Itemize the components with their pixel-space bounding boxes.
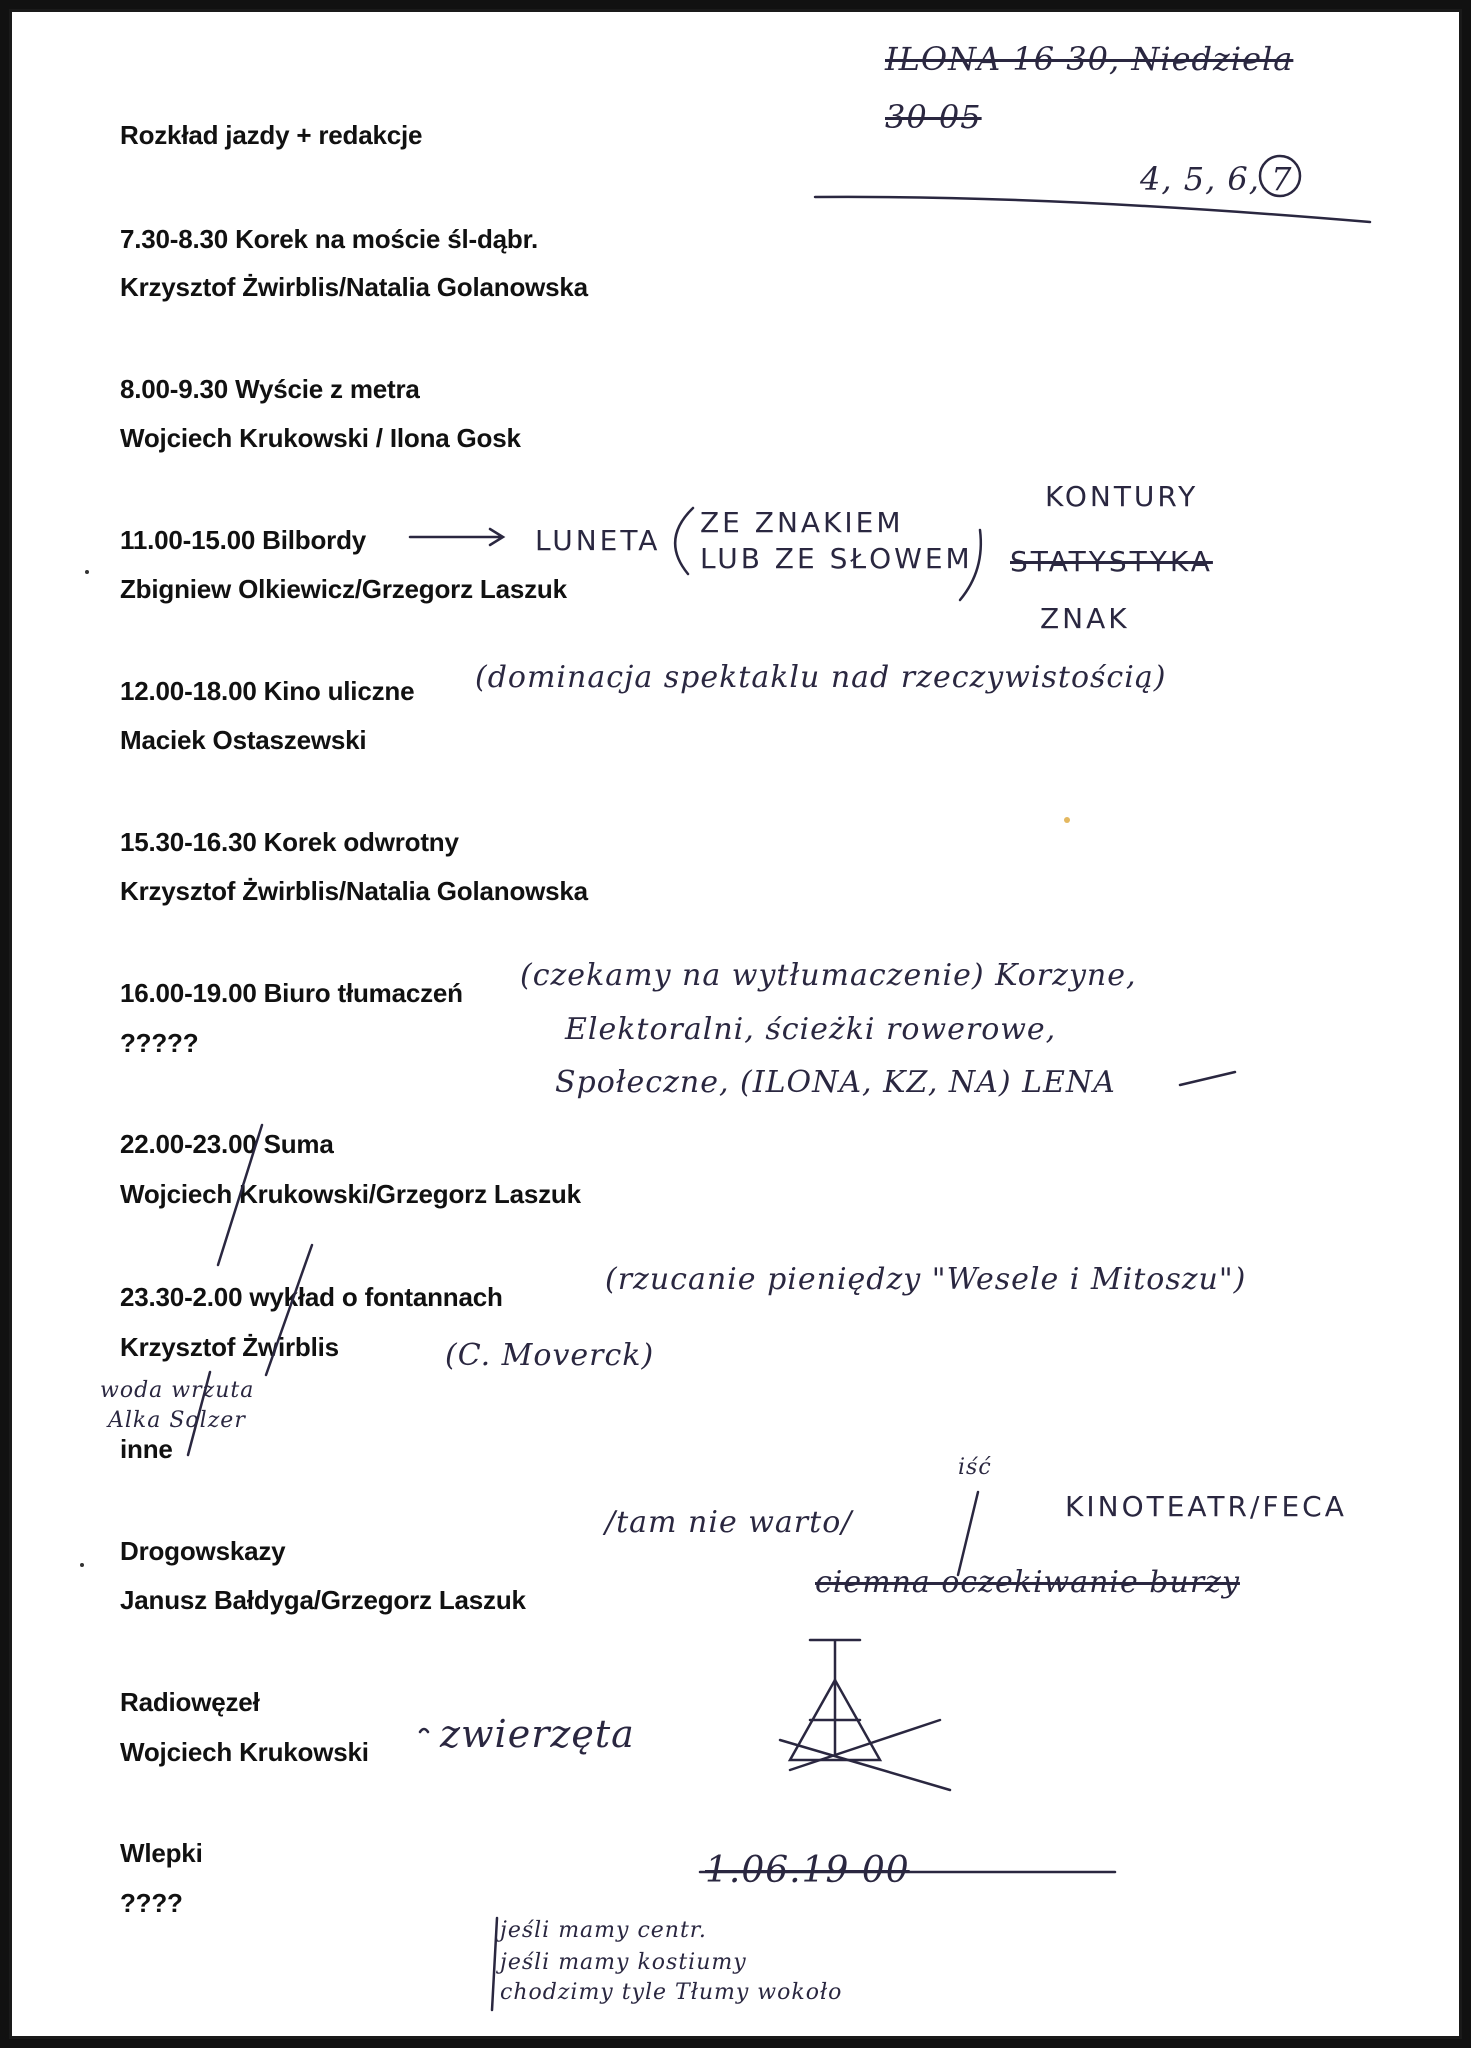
note-luneta: LUNETA xyxy=(535,524,661,557)
document-title: Rozkład jazdy + redakcje xyxy=(120,120,423,150)
note-kontury: KONTURY xyxy=(1045,480,1199,513)
note-bottom-line2: jeśli mamy kostiumy xyxy=(500,1950,747,1975)
note-fontanny-line2: (C. Moverck) xyxy=(445,1338,655,1373)
entry-4-title: 12.00-18.00 Kino uliczne xyxy=(120,676,415,706)
note-bottom-line3: chodzimy tyle Tłumy wokoło xyxy=(500,1980,843,2005)
entry-9-title: Drogowskazy xyxy=(120,1536,286,1566)
entry-7-people: Wojciech Krukowski/Grzegorz Laszuk xyxy=(120,1179,581,1209)
note-biuro-line2: Elektoralni, ścieżki rowerowe, xyxy=(565,1012,1057,1047)
note-date: 30 05 xyxy=(885,98,982,136)
entry-8-title: 23.30-2.00 wykład o fontannach xyxy=(120,1282,503,1312)
entry-7-title: 22.00-23.00 Suma xyxy=(120,1129,334,1159)
entry-5-people: Krzysztof Żwirblis/Natalia Golanowska xyxy=(120,876,588,906)
note-fontanny-line1: (rzucanie pieniędzy "Wesele i Mitoszu") xyxy=(605,1262,1247,1297)
entry-1-people: Krzysztof Żwirblis/Natalia Golanowska xyxy=(120,272,588,302)
entry-11-title: Wlepki xyxy=(120,1838,203,1868)
entry-1-title: 7.30-8.30 Korek na moście śl-dąbr. xyxy=(120,224,539,254)
note-znak: ZNAK xyxy=(1040,602,1130,635)
note-kino: (dominacja spektaklu nad rzeczywistością) xyxy=(475,660,1167,695)
note-crossed-drog: ciemna oczekiwanie burzy xyxy=(815,1565,1240,1600)
note-ze-znakiem: ZE ZNAKIEM xyxy=(700,506,904,539)
note-statystyka: STATYSTYKA xyxy=(1010,545,1213,578)
note-biuro-line1: (czekamy na wytłumaczenie) Korzyne, xyxy=(520,958,1137,993)
note-kinoteatr: KINOTEATR/FECA xyxy=(1065,1490,1347,1523)
entry-6-people: ????? xyxy=(120,1028,199,1058)
note-numbers: 4, 5, 6, 7 xyxy=(1140,160,1293,198)
entry-11-people: ???? xyxy=(120,1888,183,1918)
entry-3-title: 11.00-15.00 Bilbordy xyxy=(120,525,367,555)
note-margin-line2: Alka Solzer xyxy=(108,1408,246,1433)
entry-6-title: 16.00-19.00 Biuro tłumaczeń xyxy=(120,978,463,1008)
note-isc: iść xyxy=(958,1455,992,1480)
entry-4-people: Maciek Ostaszewski xyxy=(120,725,367,755)
entry-10-people: Wojciech Krukowski xyxy=(120,1737,369,1767)
entry-5-title: 15.30-16.30 Korek odwrotny xyxy=(120,827,459,857)
entry-2-title: 8.00-9.30 Wyście z metra xyxy=(120,374,420,404)
entry-2-people: Wojciech Krukowski / Ilona Gosk xyxy=(120,423,521,453)
note-biuro-line3: Społeczne, (ILONA, KZ, NA) LENA xyxy=(555,1065,1116,1100)
note-lub-ze-slowem: LUB ZE SŁOWEM xyxy=(700,542,973,575)
note-bottom-line1: jeśli mamy centr. xyxy=(500,1918,707,1943)
note-drogowskazy: /tam nie warto/ xyxy=(605,1505,853,1540)
note-margin-line1: woda wrzuta xyxy=(100,1378,255,1403)
entry-8-extra: inne xyxy=(120,1434,173,1464)
note-date-crossed: 1.06.19 00 xyxy=(705,1850,910,1891)
note-ilona-time: ILONA 16 30, Niedziela xyxy=(885,40,1294,78)
note-radio: zwierzęta xyxy=(440,1712,635,1756)
entry-9-people: Janusz Bałdyga/Grzegorz Laszuk xyxy=(120,1585,526,1615)
entry-8-people: Krzysztof Żwirblis xyxy=(120,1332,339,1362)
entry-3-people: Zbigniew Olkiewicz/Grzegorz Laszuk xyxy=(120,574,567,604)
entry-10-title: Radiowęzeł xyxy=(120,1687,260,1717)
